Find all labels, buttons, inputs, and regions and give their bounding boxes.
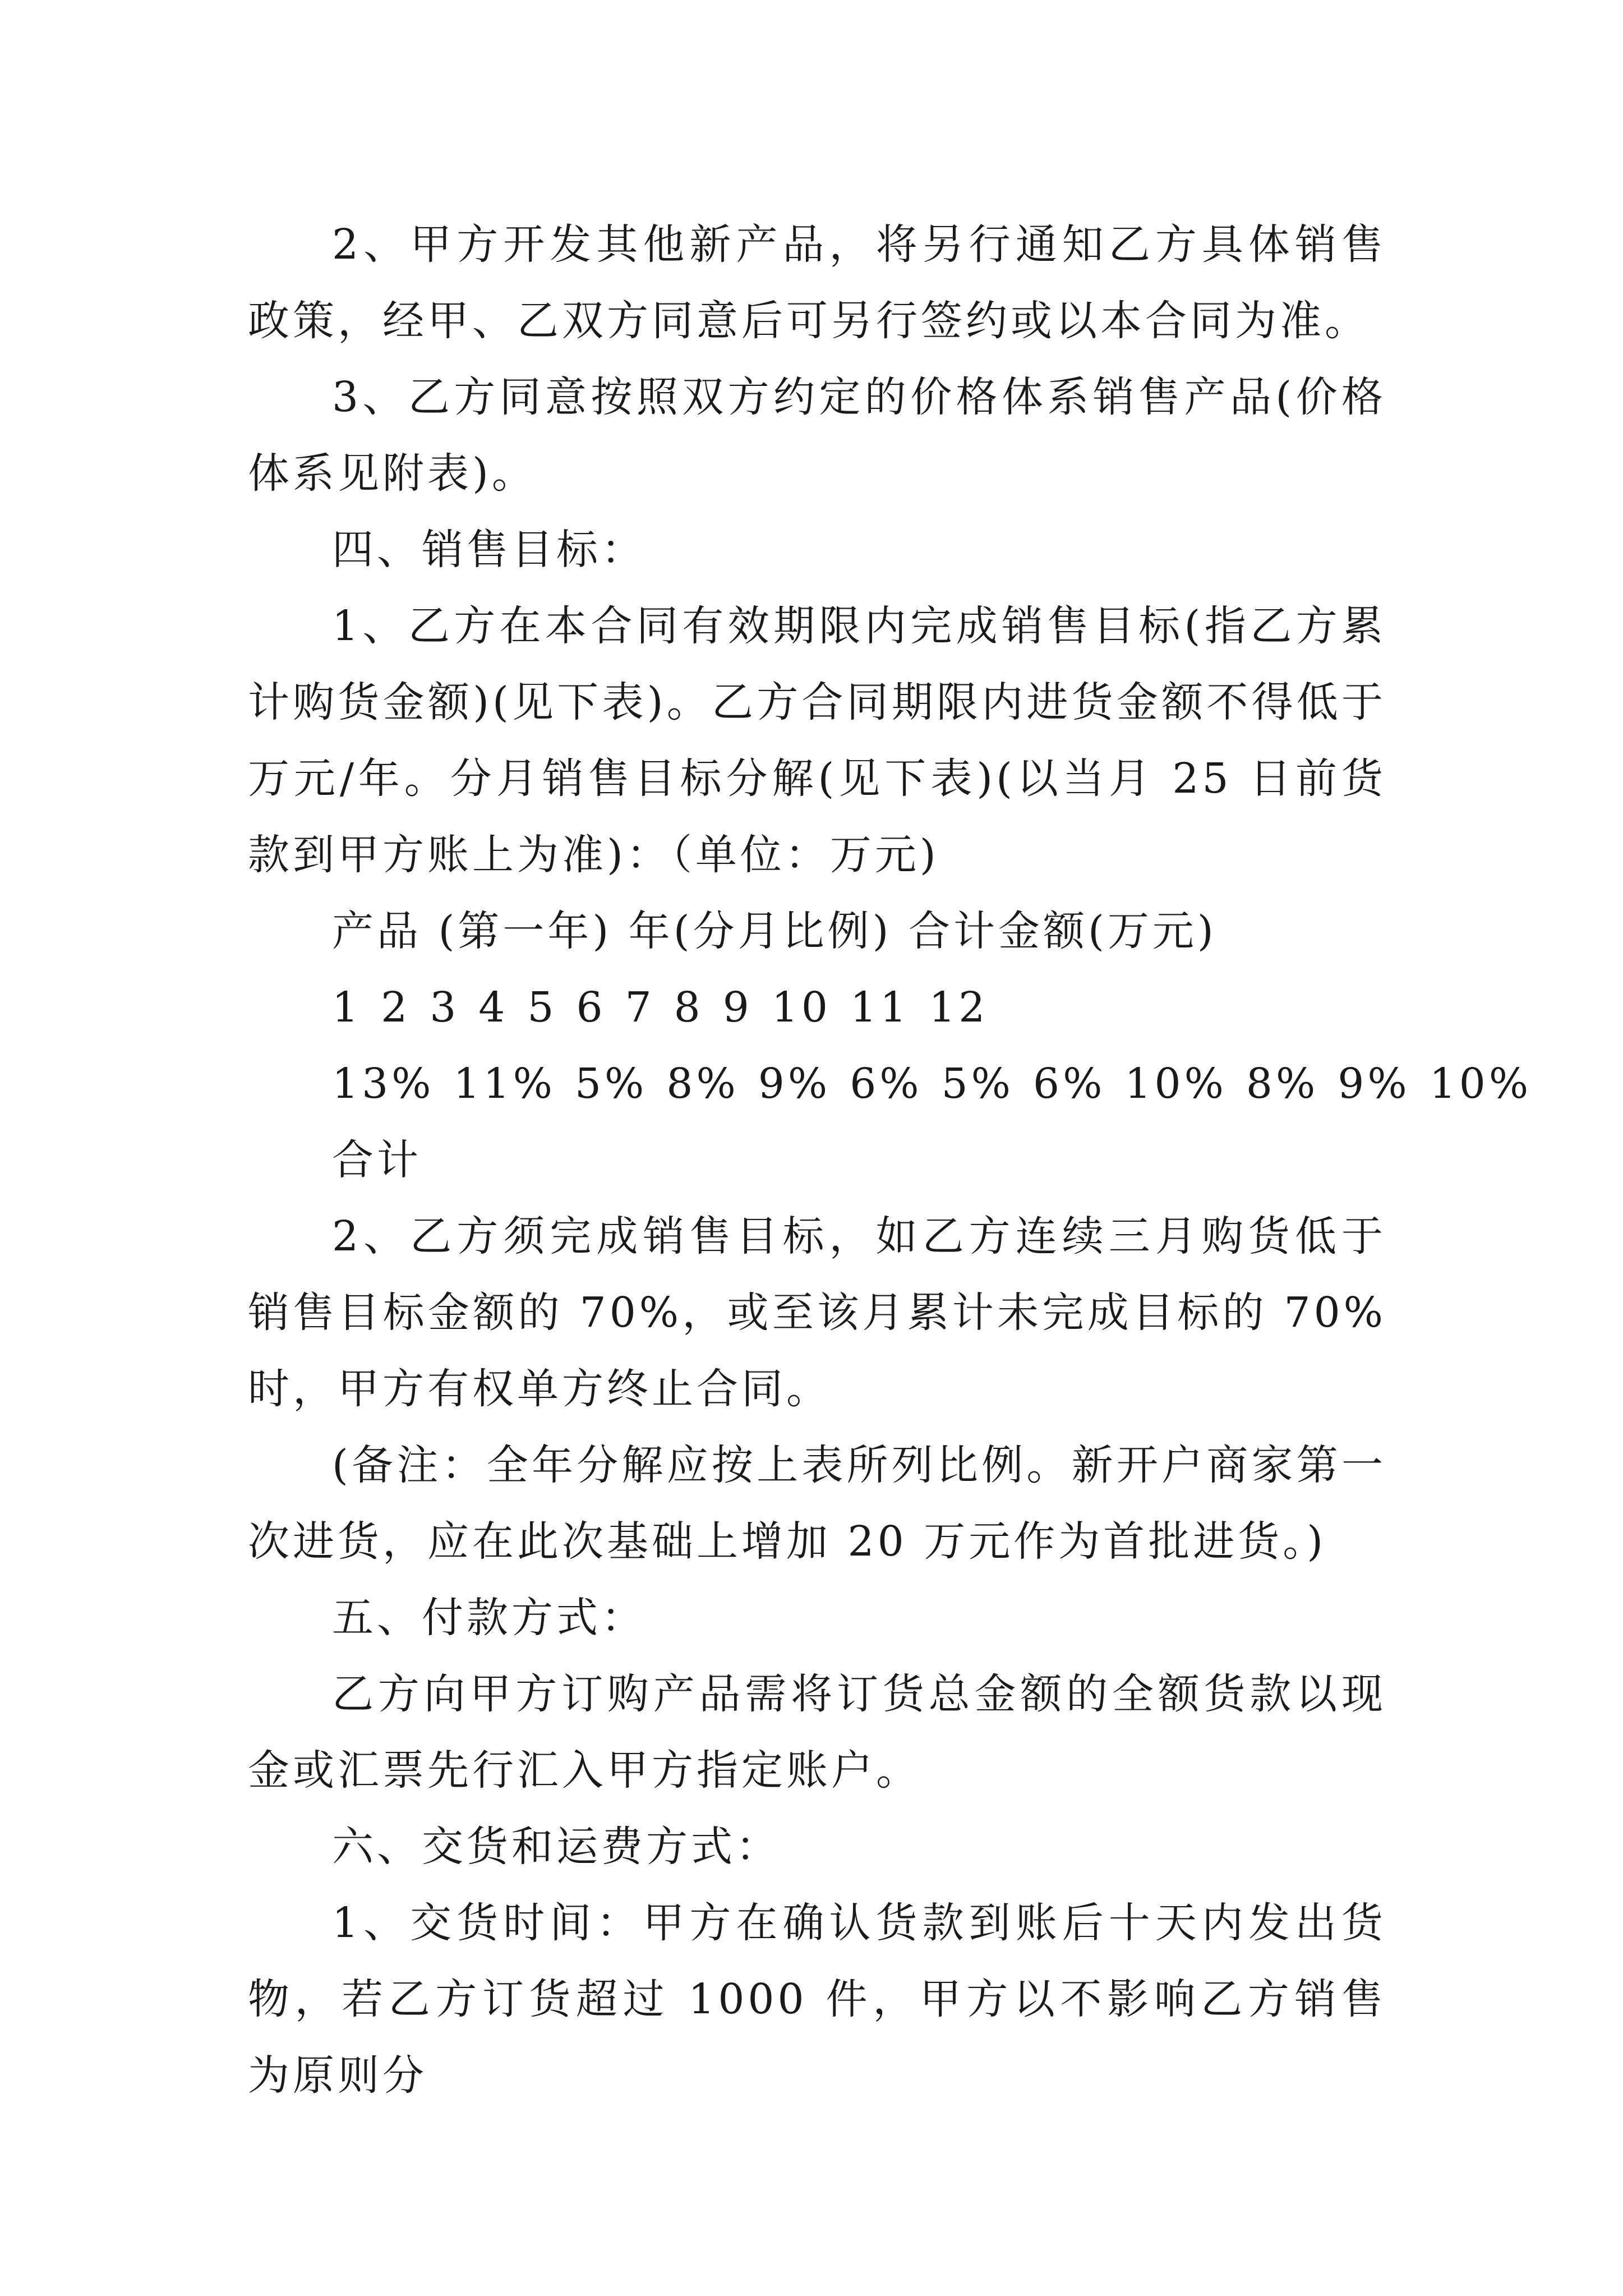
paragraph-price-system: 3、乙方同意按照双方约定的价格体系销售产品(价格体系见附表)。 [248, 373, 1386, 498]
month-cell: 3 [430, 983, 460, 1032]
table-total-row: 合计 [332, 1136, 422, 1184]
document-body [248, 206, 1532, 2114]
month-cell: 9 [722, 983, 753, 1032]
section-heading-delivery: 六、交货和运费方式： [332, 1823, 781, 1871]
percent-cell: 5% [941, 1060, 1014, 1108]
paragraph-delivery-time: 1、交货时间：甲方在确认货款到账后十天内发出货物，若乙方订货超过 1000 件，甲方以不影响乙方销售为原则分 [248, 1899, 1386, 2100]
month-cell: 11 [850, 983, 910, 1032]
section-heading-payment: 五、付款方式： [332, 1594, 646, 1642]
month-cell: 1 [332, 983, 362, 1032]
percent-cell: 10% [1429, 1060, 1532, 1108]
month-cell: 6 [576, 983, 606, 1032]
month-cell: 7 [625, 983, 655, 1032]
percent-cell: 9% [758, 1060, 831, 1108]
percent-cell: 9% [1338, 1060, 1410, 1108]
section-heading-sales-target: 四、销售目标： [332, 526, 646, 574]
paragraph-payment: 乙方向甲方订购产品需将订货总金额的全额货款以现金或汇票先行汇入甲方指定账户。 [248, 1670, 1386, 1795]
month-cell: 5 [527, 983, 557, 1032]
table-percents-row [248, 1046, 1532, 1122]
table-months-row [248, 969, 1386, 1046]
paragraph-sales-target: 1、乙方在本合同有效期限内完成销售目标(指乙方累计购货金额)(见下表)。乙方合同期限内进货金额不得低于万元/年。分月销售目标分解(见下表)(以当月 25 日前货款到甲方账上为准)：（单位：万元) [248, 602, 1386, 879]
percent-cell: 5% [574, 1060, 648, 1108]
percent-cell: 6% [850, 1060, 923, 1108]
paragraph-remark: (备注：全年分解应按上表所列比例。新开户商家第一次进货，应在此次基础上增加 20 万元作为首批进货。) [248, 1441, 1386, 1566]
percent-cell: 11% [453, 1060, 556, 1108]
percent-cell: 13% [332, 1060, 435, 1108]
percent-cell: 10% [1124, 1060, 1227, 1108]
percent-cell: 6% [1033, 1060, 1106, 1108]
table-header-row: 产品 (第一年) 年(分月比例) 合计金额(万元) [332, 907, 1217, 955]
month-cell: 12 [929, 983, 989, 1032]
percent-cell: 8% [1246, 1060, 1319, 1108]
month-cell: 8 [674, 983, 704, 1032]
paragraph-termination: 2、乙方须完成销售目标，如乙方连续三月购货低于销售目标金额的 70%，或至该月累计未完成目标的 70%时，甲方有权单方终止合同。 [248, 1212, 1386, 1413]
month-cell: 10 [771, 983, 832, 1032]
month-cell: 4 [478, 983, 509, 1032]
month-cell: 2 [381, 983, 411, 1032]
percent-cell: 8% [666, 1060, 739, 1108]
paragraph-new-products: 2、甲方开发其他新产品，将另行通知乙方具体销售政策，经甲、乙双方同意后可另行签约或以本合同为准。 [248, 220, 1386, 345]
